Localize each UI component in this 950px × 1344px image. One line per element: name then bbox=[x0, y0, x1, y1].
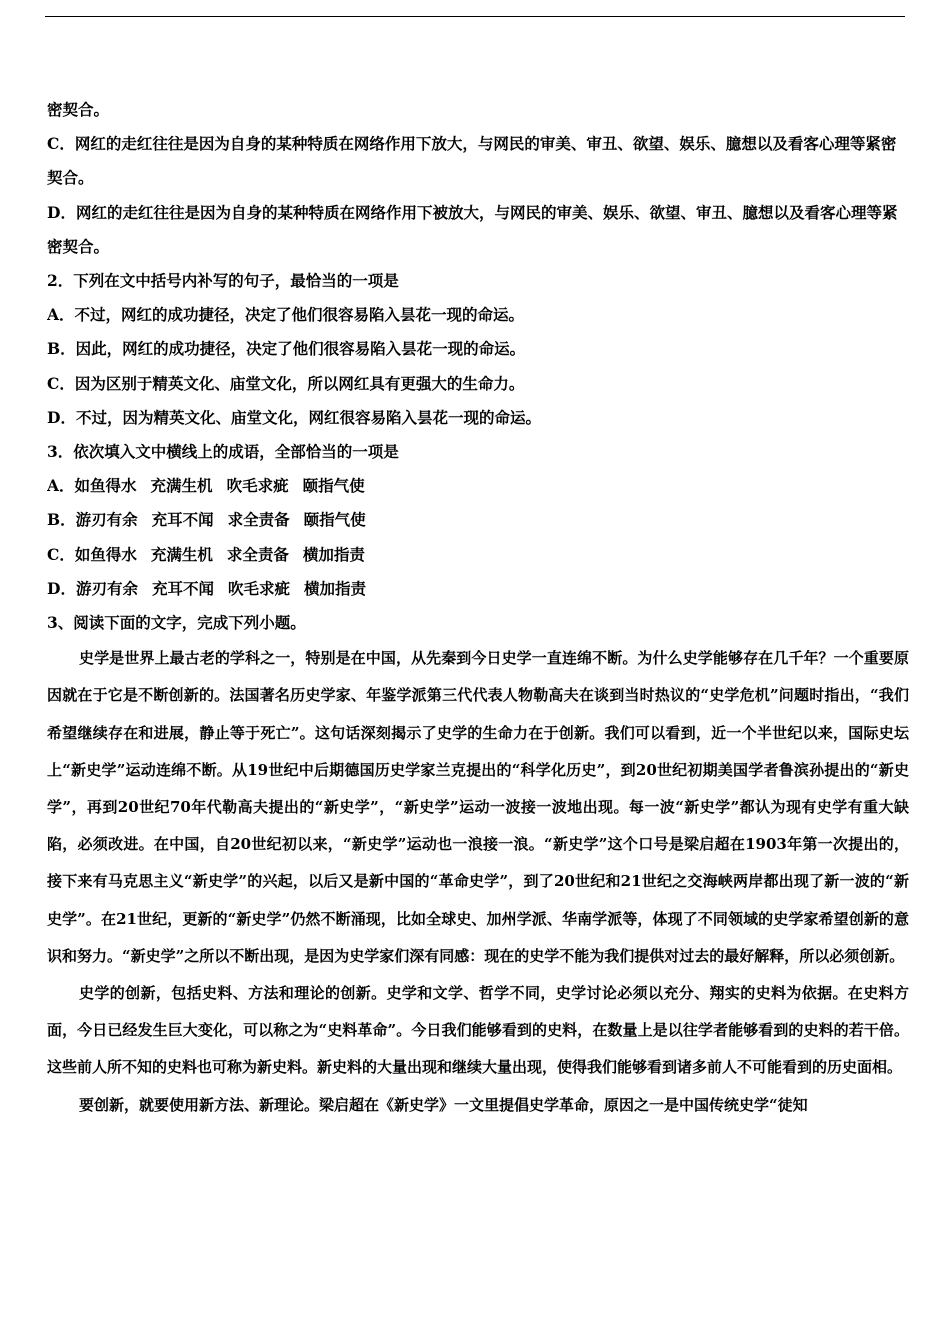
q3-option-a bbox=[47, 469, 909, 503]
q2-option-c: C．因为区别于精英文化、庙堂文化，所以网红具有更强大的生命力。 bbox=[47, 373, 525, 393]
section3-heading: 3、阅读下面的文字，完成下列小题。 bbox=[47, 613, 306, 633]
option-term: 吹毛求疵 bbox=[227, 578, 290, 598]
header-rule bbox=[45, 16, 905, 17]
passage-paragraph-3: 要创新，就要使用新方法、新理论。梁启超在《新史学》一文里提倡史学革命，原因之一是中国传统史学“徒知 bbox=[79, 1095, 808, 1114]
option-letter: B． bbox=[47, 510, 76, 530]
reading-passage bbox=[47, 640, 909, 1124]
option-term: 如鱼得水 bbox=[74, 544, 137, 564]
q2-stem: 2．下列在文中括号内补写的句子，最恰当的一项是 bbox=[47, 271, 399, 291]
option-letter: C． bbox=[47, 544, 75, 564]
option-term: 充耳不闻 bbox=[151, 510, 214, 530]
option-term: 充耳不闻 bbox=[151, 578, 214, 598]
q3-option-b bbox=[47, 503, 909, 537]
option-letter: D． bbox=[47, 578, 76, 598]
q3-option-d bbox=[47, 572, 909, 606]
option-term: 颐指气使 bbox=[303, 510, 366, 530]
q2-option-b: B．因此，网红的成功捷径，决定了他们很容易陷入昙花一现的命运。 bbox=[47, 339, 526, 359]
q1-option-b-end: 密契合。 bbox=[47, 100, 110, 119]
passage-paragraph-2: 史学的创新，包括史料、方法和理论的创新。史学和文学、哲学不同，史学讨论必须以充分、翔实的史料为依据。在史料方面，今日已经发生巨大变化，可以称之为“史料革命”。今日我们能够看到的史料，在数量上是以往学者能够看到的史料的若干倍。这些前人所不知的史料也可称为新史料。新史料的大量出现和继续大量出现，使得我们能够看到诸多前人不可能看到的历史面相。 bbox=[47, 984, 909, 1077]
q1-option-d: D．网红的走红往往是因为自身的某种特质在网络作用下被放大，与网民的审美、娱乐、欲望、审丑、臆想以及看客心理等紧密契合。 bbox=[47, 202, 898, 256]
q3-stem: 3．依次填入文中横线上的成语，全部恰当的一项是 bbox=[47, 442, 399, 462]
q2-option-d: D．不过，因为精英文化、庙堂文化，网红很容易陷入昙花一现的命运。 bbox=[47, 407, 541, 427]
exam-content bbox=[47, 93, 909, 1124]
passage-paragraph-1: 史学是世界上最古老的学科之一，特别是在中国，从先秦到今日史学一直连绵不断。为什么史学能够存在几千年？一个重要原因就在于它是不断创新的。法国著名历史学家、年鉴学派第三代代表人物勒高夫在谈到当时热议的“史学危机”问题时指出，“我们希望继续存在和进展，静止等于死亡”。这句话深刻揭示了史学的生命力在于创新。我们可以看到，近一个半世纪以来，国际史坛上“新史学”运动连绵不断。从19世纪中后期德国历史学家兰克提出的“科学化历史”，到20世纪初期美国学者鲁滨孙提出的“新史学”，再到20世纪70年代勒高夫提出的“新史学”，“新史学”运动一波接一波地出现。每一波“新史学”都认为现有史学有重大缺陷，必须改进。在中国，自20世纪初以来，“新史学”运动也一浪接一浪。“新史学”这个口号是梁启超在1903年第一次提出的，接下来有马克思主义“新史学”的兴起，以后又是新中国的“革命史学”，到了20世纪和21世纪之交海峡两岸都出现了新一波的“新史学”。在21世纪，更新的“新史学”仍然不断涌现，比如全球史、加州学派、华南学派等，体现了不同领域的史学家希望创新的意识和努力。“新史学”之所以不断出现，是因为史学家们深有同感：现在的史学不能为我们提供对过去的最好解释，所以必须创新。 bbox=[47, 649, 909, 965]
option-term: 颐指气使 bbox=[302, 476, 365, 496]
q2-option-a: A．不过，网红的成功捷径，决定了他们很容易陷入昙花一现的命运。 bbox=[47, 305, 525, 325]
option-term: 游刃有余 bbox=[75, 578, 138, 598]
option-letter: A． bbox=[47, 476, 75, 496]
option-term: 横加指责 bbox=[304, 578, 367, 598]
option-term: 充满生机 bbox=[150, 544, 213, 564]
q3-option-c bbox=[47, 538, 909, 572]
option-term: 横加指责 bbox=[302, 544, 365, 564]
option-term: 如鱼得水 bbox=[74, 476, 137, 496]
option-term: 游刃有余 bbox=[75, 510, 138, 530]
option-term: 充满生机 bbox=[150, 476, 213, 496]
q1-option-c: C．网红的走红往往是因为自身的某种特质在网络作用下放大，与网民的审美、审丑、欲望、娱乐、臆想以及看客心理等紧密契合。 bbox=[47, 134, 897, 188]
option-term: 求全责备 bbox=[227, 510, 290, 530]
option-term: 求全责备 bbox=[226, 544, 289, 564]
option-term: 吹毛求疵 bbox=[226, 476, 289, 496]
